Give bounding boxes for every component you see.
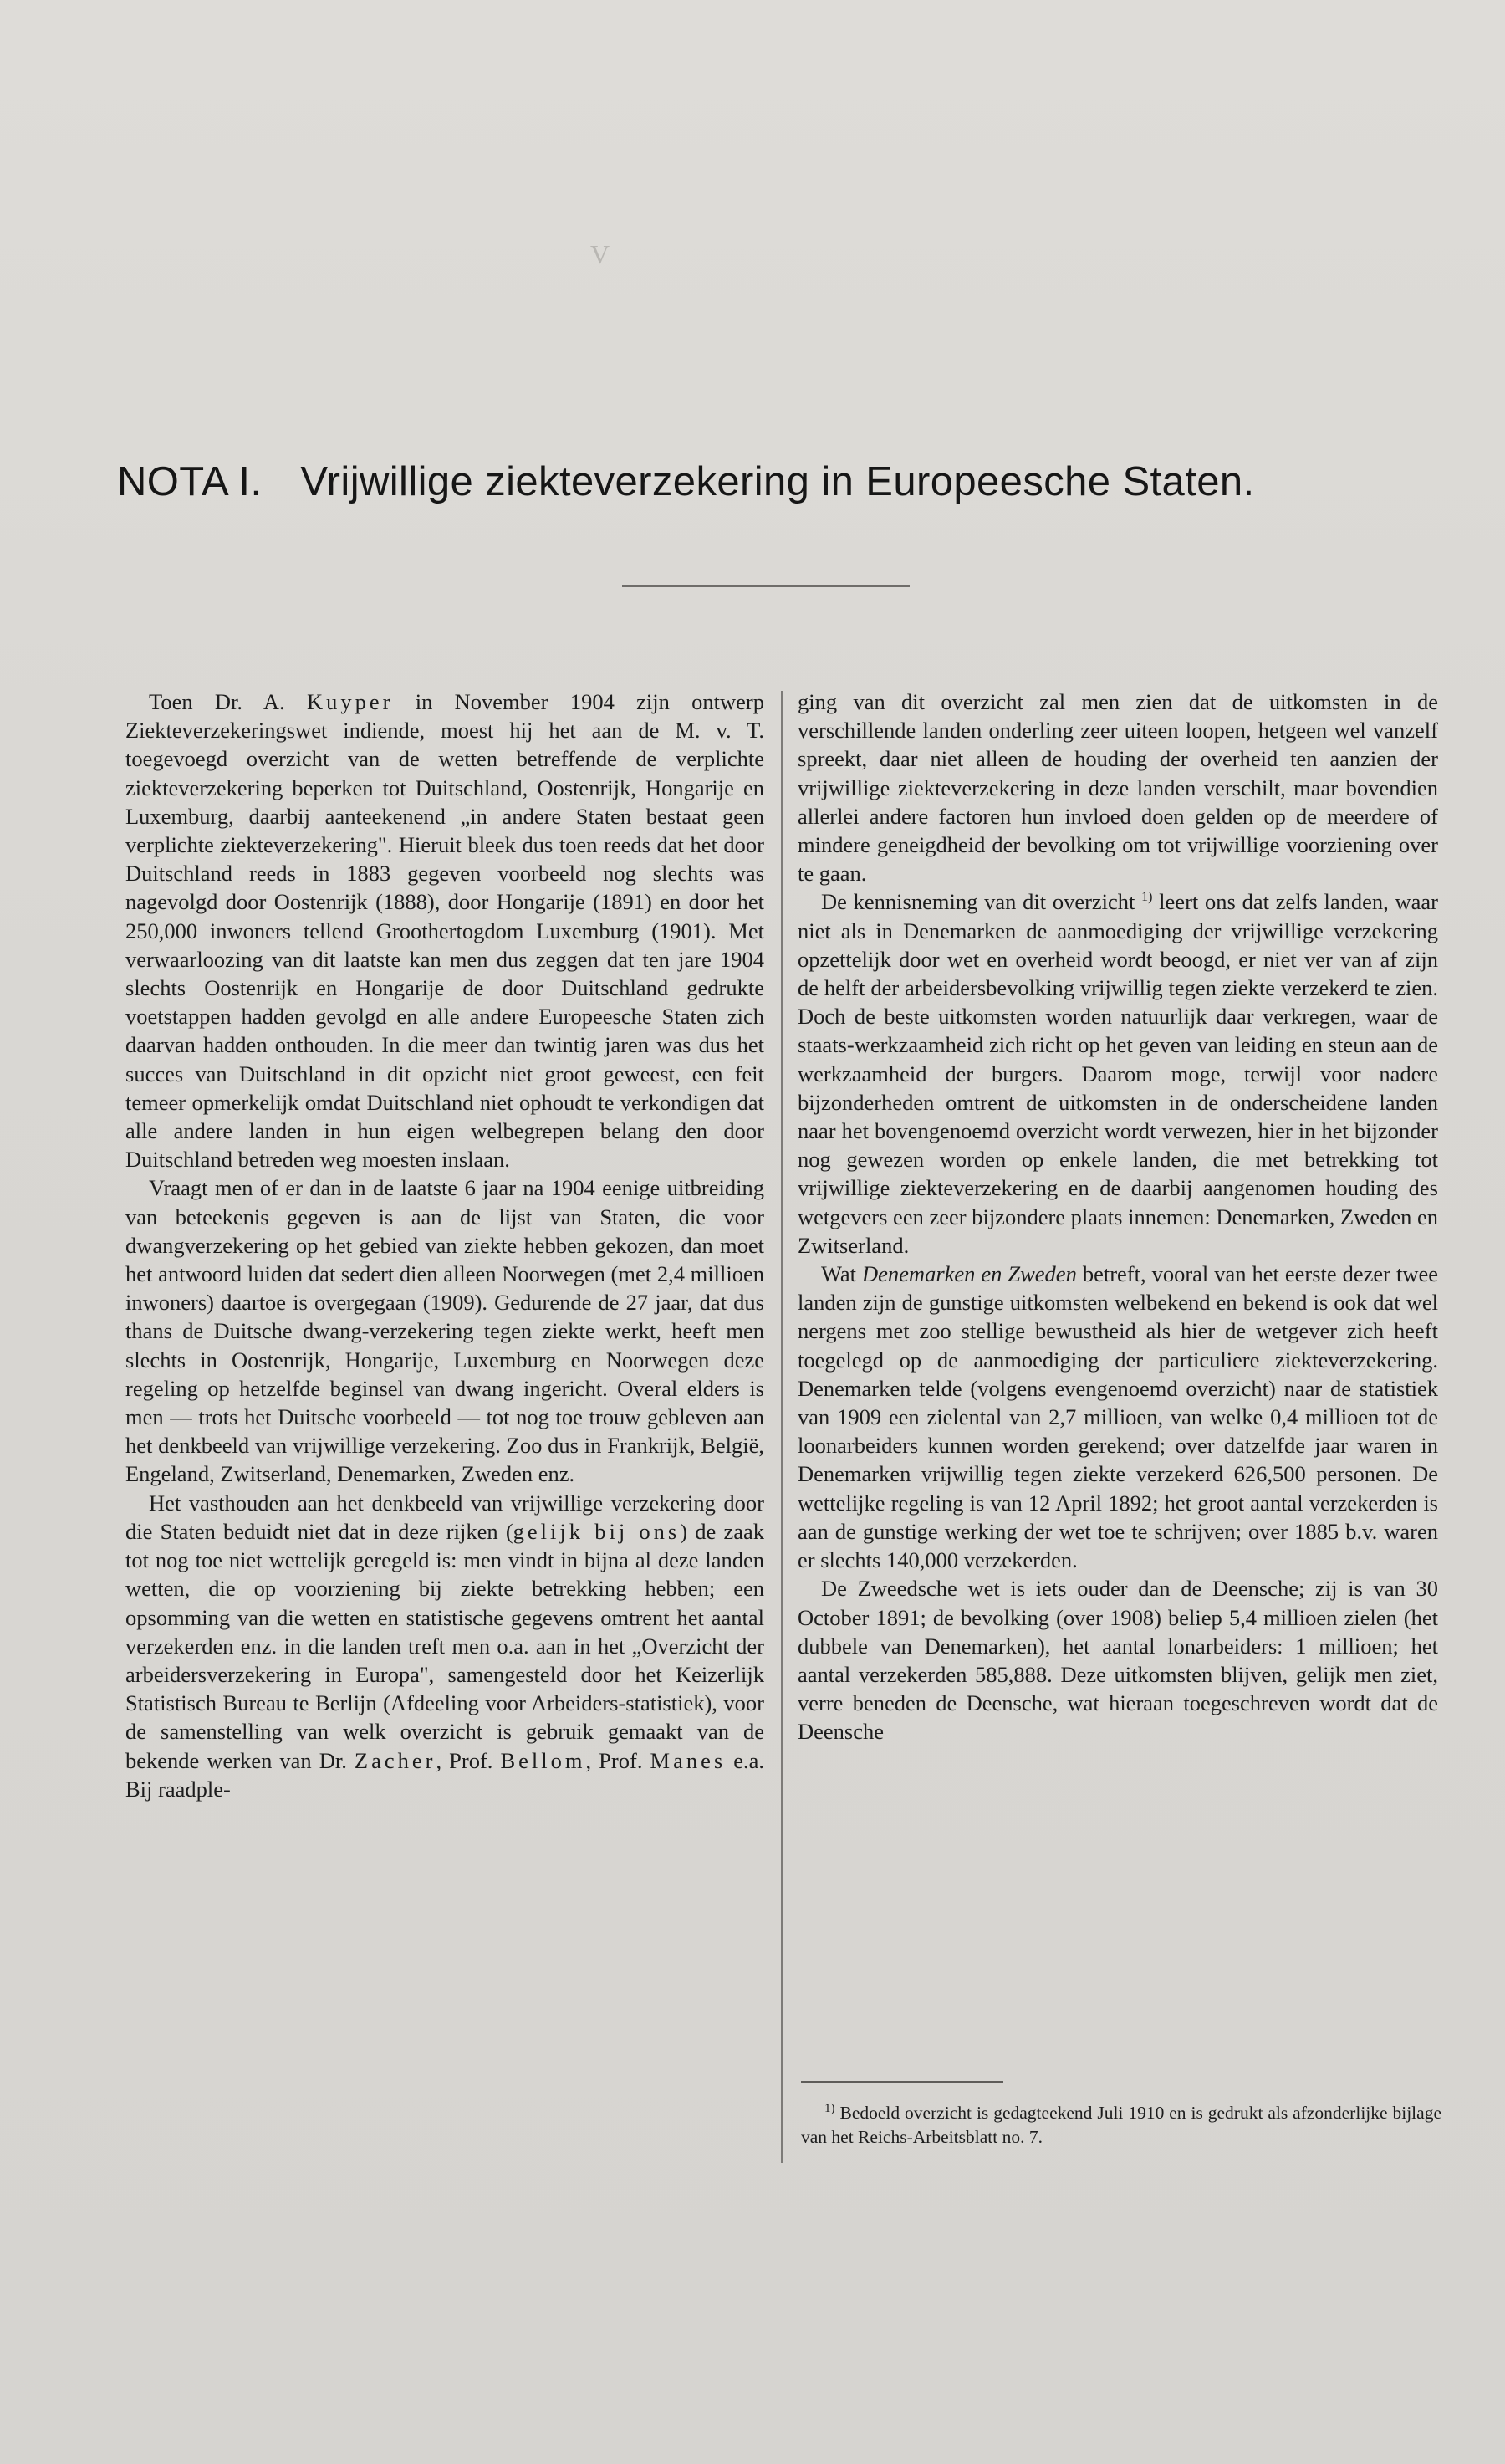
text-run: betreft, vooral van het eerste dezer twee landen zijn de gunstige uitkomsten welbekend en bekend is ook dat wel nergens met zoo stellige bewustheid als hier de wetgever zich heeft toegelegd op de aanmoediging der particuliere ziekteverzekering. Denemarken telde (volgens evengenoemd overzicht) naar de statistiek van 1909 een zielental van 2,7 millioen, van welke 0,4 millioen tot de loonarbeiders kunnen worden gerekend; over datzelfde jaar waren in Denemarken vrijwillig tegen ziekte verzekerd 626,500 personen. De wettelijke regeling is van 12 April 1892; het groot aantal verzekerden is aan de gunstige werking der wet toe te schrijven; over 1885 b.v. waren er slechts 140,000 verzekerden. <box>798 1261 1439 1573</box>
title-text: Vrijwillige ziekteverzekering in Europeesche Staten. <box>300 459 1255 504</box>
text-run: , Prof. <box>585 1747 650 1773</box>
italic-emphasis: Denemarken en Zweden <box>862 1261 1077 1287</box>
footnote-reference[interactable]: 1) <box>1141 890 1153 905</box>
text-run: leert ons dat zelfs landen, waar niet als in Denemarken de aanmoediging der vrijwillige verzekering opzettelijk door wet en overheid wordt beoogd, er niet ver van af zijn de helft der arbeidersbevolking vrijwillig tegen ziekte verzekerd te zien. Doch de beste uitkomsten worden natuurlijk daar verkregen, waar de staats-werkzaamheid zich richt op het geven van leiding en steun aan de werkzaamheid der burgers. Daarom moge, terwijl voor nadere bijzonderheden omtrent de uitkomsten in de onderscheidene landen naar het bovengenoemd overzicht wordt verwezen, hier in het bijzonder nog gewezen worden op enkele landen, die met betrekking tot vrijwillige ziekteverzekering en de daarbij aangenomen houding des wetgevers een zeer bijzondere plaats innemen: Denemarken, Zweden en Zwitserland. <box>798 889 1438 1258</box>
footnote-divider <box>801 2081 1003 2083</box>
text-run: Toen Dr. A. <box>149 689 307 714</box>
text-run: e.a. Bij raadple- <box>125 1747 765 1802</box>
spaced-name: Bellom <box>500 1747 586 1773</box>
paragraph: De Zweedsche wet is iets ouder dan de Deensche; zij is van 30 October 1891; de bevolking (over 1908) beliep 5,4 millioen zielen (het dubbele van Denemarken), het aantal lonarbeiders: 1 millioen; het aantal verzekerden 585,888. Deze uitkomsten blijven, gelijk men ziet, verre beneden de Deensche, wat hieraan toegeschreven wordt dat de Deensche <box>798 1576 1438 1745</box>
right-column <box>798 688 1438 1746</box>
text-run: Wat <box>821 1261 863 1287</box>
spaced-name: Zacher <box>354 1747 436 1773</box>
left-column <box>125 688 764 1803</box>
spaced-emphasis: gelijk bij ons <box>513 1518 681 1544</box>
title-label: NOTA I. <box>117 459 263 504</box>
text-run: De kennisneming van dit overzicht <box>821 889 1142 915</box>
spaced-name: Kuyper <box>306 689 394 714</box>
paragraph <box>125 1489 764 1803</box>
paragraph <box>798 1260 1438 1574</box>
text-run: ) de zaak tot nog toe niet wettelijk geregeld is: men vindt in bijna al deze landen wetten, die op voorziening bij ziekte betrekking hebben; een opsomming van die wetten en statistische gegevens omtrent het aantal verzekerden enz. in die landen treft men o.a. aan in het „Overzicht der arbeidersverzekering in Europa", samengesteld door het Keizerlijk Statistisch Bureau te Berlijn (Afdeeling voor Arbeiders-statistiek), voor de samenstelling van welk overzicht is gebruik gemaakt van de bekende werken van Dr. <box>125 1518 765 1773</box>
paragraph <box>798 887 1438 1260</box>
page-mark: V <box>590 239 610 269</box>
paragraph: Vraagt men of er dan in de laatste 6 jaar na 1904 eenige uitbreiding van beteekenis gegeven is aan de lijst van Staten, die voor dwangverzekering op het gebied van ziekte hebben gekozen, dan moet het antwoord luiden dat sedert dien alleen Noorwegen (met 2,4 millioen inwoners) daartoe is overgegaan (1909). Gedurende de 27 jaar, dat dus thans de Duitsche dwang-verzekering tegen ziekte werkt, heeft men slechts in Oostenrijk, Hongarije, Luxemburg en Noorwegen deze regeling op hetzelfde beginsel van dwang ingericht. Overal elders is men — trots het Duitsche voorbeeld — tot nog toe trouw gebleven aan het denkbeeld van vrijwillige verzekering. Zoo dus in Frankrijk, België, Engeland, Zwitserland, Denemarken, Zweden enz. <box>125 1175 764 1487</box>
page-title <box>117 458 1421 505</box>
text-run: Het vasthouden aan het denkbeeld van vrijwillige verzekering door die Staten beduidt niet dat in deze rijken ( <box>125 1490 764 1544</box>
footnote-marker: 1) <box>824 2101 835 2115</box>
text-run: , Prof. <box>436 1747 501 1773</box>
spaced-name: Manes <box>650 1747 727 1773</box>
paragraph: ging van dit overzicht zal men zien dat de uitkomsten in de verschillende landen onderling zeer uiteen loopen, hetgeen wel vanzelf spreekt, daar niet alleen de houding der overheid ten aanzien der vrijwillige ziekteverzekering in deze landen verschilt, maar bovendien allerlei andere factoren hun invloed doen gelden op de meerdere of mindere geneigdheid der bevolking om tot vrijwillige voorziening over te gaan. <box>798 689 1438 887</box>
paragraph <box>125 688 764 1173</box>
column-divider <box>781 691 783 2163</box>
text-run: in November 1904 zijn ontwerp Ziekteverzekeringswet indiende, moest hij het aan de M. v. T. toegevoegd overzicht van de wetten betreffende de verplichte ziekteverzekering beperken tot Duitschland, Oostenrijk, Hongarije en Luxemburg, daarbij aanteekenend „in andere Staten bestaat geen verplichte ziekteverzekering". Hieruit bleek dus toen reeds dat het door Duitschland reeds in 1883 gegeven voorbeeld nog slechts was nagevolgd door Oostenrijk (1888), door Hongarije (1891) en door het 250,000 inwoners tellend Groothertogdom Luxemburg (1901). Met verwaarloozing van dit laatste kan men dus zeggen dat ten jare 1904 slechts Oostenrijk en Hongarije de door Duitschland gedrukte voetstappen hadden gevolgd en alle andere Europeesche Staten zich daarvan hadden onthouden. In die meer dan twintig jaren was dus het succes van Duitschland in dit opzicht niet groot geweest, een feit temeer opmerkelijk omdat Duitschland niet ophoudt te verkondigen dat alle andere landen in hun eigen welbegrepen belang den door Duitschland betreden weg moesten inslaan. <box>125 689 764 1173</box>
footnote <box>801 2101 1441 2150</box>
title-divider <box>622 585 910 587</box>
footnote-text: Bedoeld overzicht is gedagteekend Juli 1910 en is gedrukt als afzonderlijke bijlage van het Reichs-Arbeitsblatt no. 7. <box>801 2103 1441 2147</box>
